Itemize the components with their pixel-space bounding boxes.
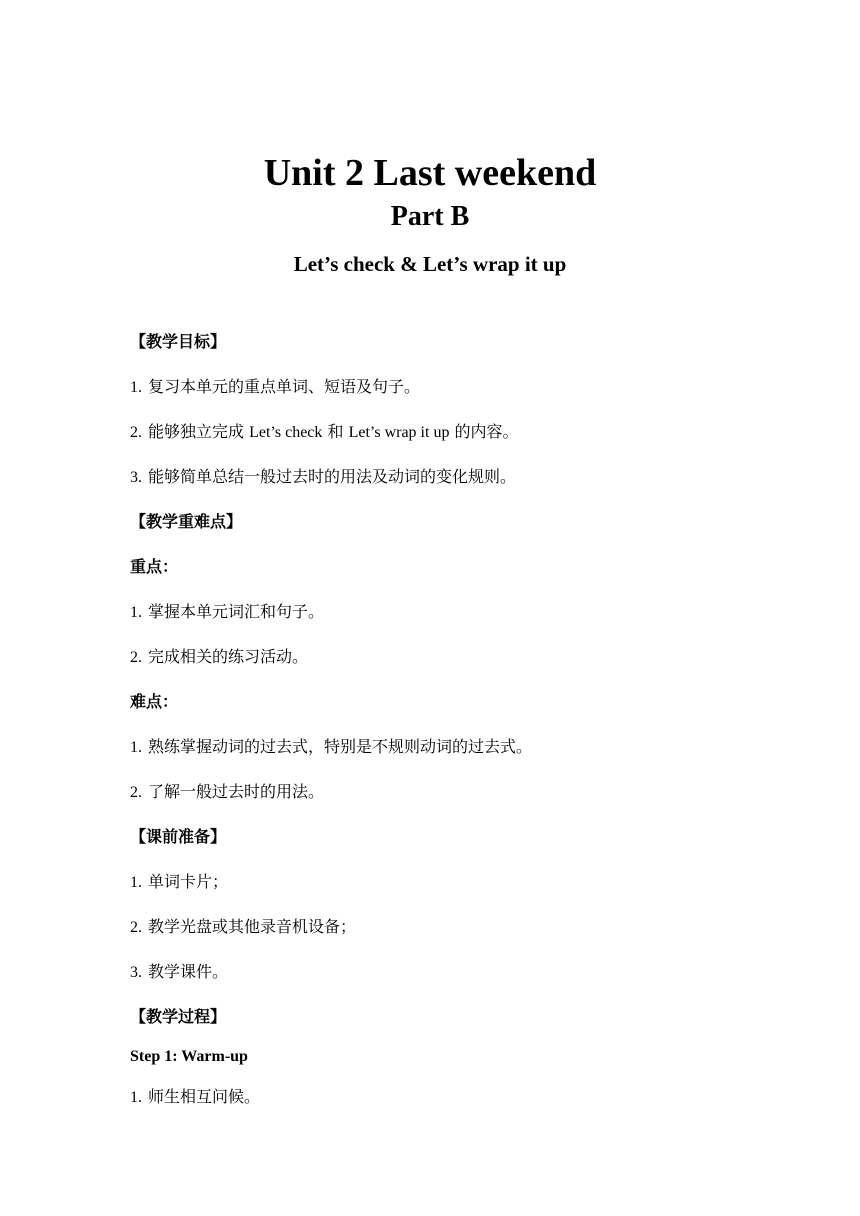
list-item <box>130 1086 260 1109</box>
list-item <box>130 781 324 804</box>
section-heading-objectives: 【教学目标】 <box>130 332 227 351</box>
list-item <box>130 646 308 669</box>
item-text-mid: 和 <box>322 422 349 441</box>
item-number: 3. <box>130 964 142 981</box>
section-heading-key-points: 【教学重难点】 <box>130 512 243 531</box>
item-text-pre: 能够独立完成 <box>148 422 250 441</box>
list-item <box>130 916 356 939</box>
item-text: 熟练掌握动词的过去式，特别是不规则动词的过去式。 <box>148 737 533 756</box>
item-text: 教学光盘或其他录音机设备； <box>148 917 357 936</box>
item-number: 2. <box>130 784 142 801</box>
item-number: 1. <box>130 604 142 621</box>
item-text: 师生相互问候。 <box>148 1087 261 1106</box>
list-item <box>130 466 516 489</box>
list-item <box>130 421 519 444</box>
list-item <box>130 871 228 894</box>
item-text: 完成相关的练习活动。 <box>148 647 309 666</box>
item-number: 2. <box>130 424 142 441</box>
lesson-subtitle: Let’s check & Let’s wrap it up <box>293 252 567 276</box>
item-text: 教学课件。 <box>148 962 229 981</box>
unit-title: Unit 2 Last weekend <box>263 152 597 194</box>
list-item <box>130 601 324 624</box>
item-number: 1. <box>130 1089 142 1106</box>
section-heading-process: 【教学过程】 <box>130 1007 227 1026</box>
item-text: 掌握本单元词汇和句子。 <box>148 602 325 621</box>
step-heading: Step 1: Warm-up <box>130 1048 248 1065</box>
item-number: 2. <box>130 649 142 666</box>
item-text: 复习本单元的重点单词、短语及句子。 <box>148 377 421 396</box>
list-item <box>130 736 532 759</box>
item-number: 1. <box>130 739 142 756</box>
item-number: 2. <box>130 919 142 936</box>
item-text: 能够简单总结一般过去时的用法及动词的变化规则。 <box>148 467 517 486</box>
item-text: 单词卡片； <box>148 872 229 891</box>
item-text-post: 的内容。 <box>449 422 519 441</box>
focus-label: 重点： <box>130 557 179 576</box>
part-title: Part B <box>390 201 470 232</box>
section-heading-preparation: 【课前准备】 <box>130 827 227 846</box>
difficulty-label: 难点： <box>130 692 179 711</box>
item-text-english: Let’s check <box>249 424 323 441</box>
item-number: 1. <box>130 379 142 396</box>
list-item <box>130 961 228 984</box>
item-text: 了解一般过去时的用法。 <box>148 782 325 801</box>
list-item <box>130 376 420 399</box>
item-number: 1. <box>130 874 142 891</box>
item-text-english: Let’s wrap it up <box>348 424 450 441</box>
item-number: 3. <box>130 469 142 486</box>
